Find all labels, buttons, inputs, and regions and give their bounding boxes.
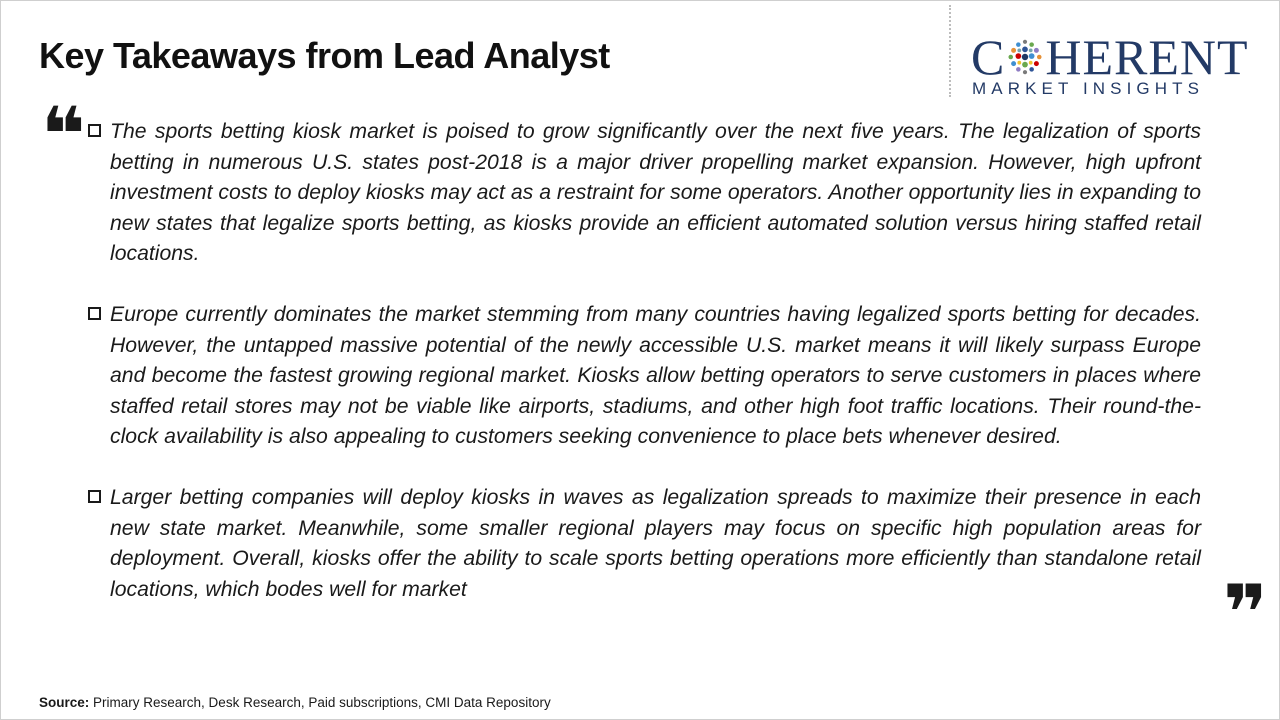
list-item <box>87 300 1201 453</box>
logo-letter-c: C <box>971 29 1006 85</box>
coherent-logo <box>971 31 1263 101</box>
source-note <box>39 695 551 710</box>
checkbox-bullet-icon <box>88 490 101 503</box>
list-item-text: Larger betting companies will deploy kiosks in waves as legalization spreads to maximize their presence in each new state market. Meanwhile, some smaller regional players may focus on specific high population areas for deployment. Overall, kiosks offer the ability to scale sports betting operations more efficiently than standalone retail locations, which bodes well for market <box>110 485 1201 601</box>
logo-letters-herent: HERENT <box>1045 29 1249 85</box>
globe-dots-icon <box>1006 38 1044 76</box>
open-quote-icon: ❝ <box>41 90 86 179</box>
page-title: Key Takeaways from Lead Analyst <box>39 35 610 76</box>
logo-wordmark <box>971 31 1249 83</box>
source-label: Source: <box>39 695 90 710</box>
logo-divider <box>949 5 951 97</box>
list-item <box>87 483 1201 605</box>
checkbox-bullet-icon <box>88 124 101 137</box>
list-item-text: Europe currently dominates the market stemming from many countries having legalized sports betting for decades. However, the untapped massive potential of the newly accessible U.S. market means it will likely surpass Europe and become the fastest growing regional market. Kiosks allow betting operators to serve customers in places where staffed retail stores may not be viable like airports, stadiums, and other high foot traffic locations. Their round-the-clock availability is also appealing to customers seeking convenience to place bets whenever desired. <box>110 302 1201 449</box>
takeaways-list <box>87 117 1201 635</box>
logo-subtitle: MARKET INSIGHTS <box>972 79 1205 98</box>
checkbox-bullet-icon <box>88 307 101 320</box>
list-item-text: The sports betting kiosk market is poised to grow significantly over the next five years. The legalization of sports betting in numerous U.S. states post-2018 is a major driver propelling market expansion. However, high upfront investment costs to deploy kiosks may act as a restraint for some operators. Another opportunity lies in expanding to new states that legalize sports betting, as kiosks provide an efficient automated solution versus hiring staffed retail locations. <box>110 120 1201 266</box>
source-text: Primary Research, Desk Research, Paid subscriptions, CMI Data Repository <box>93 695 551 710</box>
close-quote-icon: ❞ <box>1223 568 1268 657</box>
list-item <box>87 117 1201 270</box>
